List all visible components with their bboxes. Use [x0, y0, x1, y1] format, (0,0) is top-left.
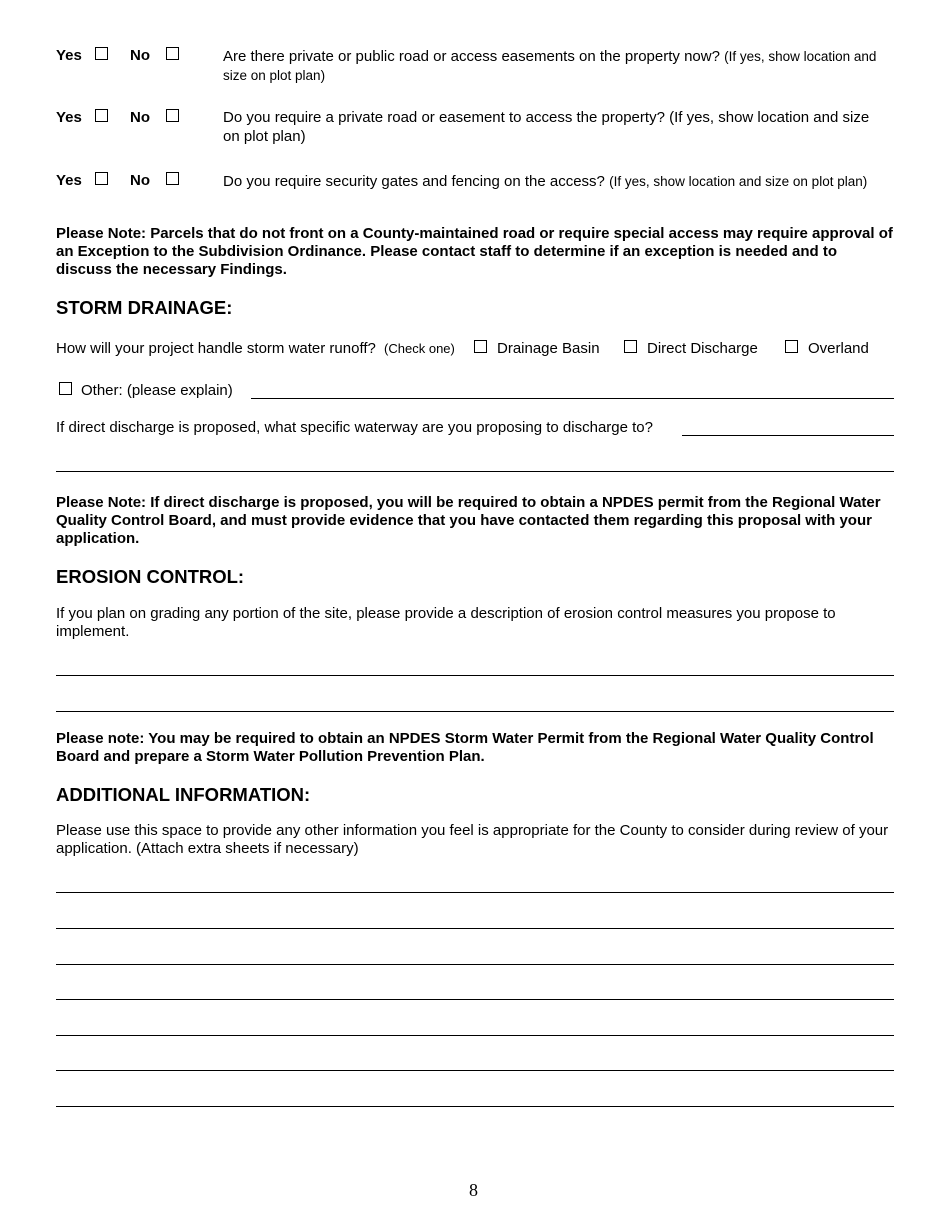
no-checkbox[interactable] [166, 172, 179, 185]
additional-answer-line[interactable] [56, 1070, 894, 1071]
additional-answer-line[interactable] [56, 964, 894, 965]
erosion-control-heading: EROSION CONTROL: [56, 566, 245, 587]
discharge-continuation-line[interactable] [56, 471, 894, 472]
drainage-basin-checkbox[interactable] [474, 340, 487, 353]
yes-label: Yes [56, 47, 82, 64]
no-label: No [130, 109, 150, 126]
overland-label: Overland [808, 340, 869, 357]
discharge-waterway-line[interactable] [682, 435, 894, 436]
erosion-note: Please note: You may be required to obtain an NPDES Storm Water Permit from the Regional Water Quality Control Board and prepare a Storm Water Pollution Prevention Plan. [56, 730, 874, 765]
direct-discharge-label: Direct Discharge [647, 340, 758, 357]
additional-answer-line[interactable] [56, 1106, 894, 1107]
question-text [223, 47, 888, 85]
yes-checkbox[interactable] [95, 172, 108, 185]
additional-answer-line[interactable] [56, 999, 894, 1000]
question-text [223, 108, 888, 146]
other-label: Other: (please explain) [81, 382, 233, 399]
yes-checkbox[interactable] [95, 47, 108, 60]
direct-discharge-checkbox[interactable] [624, 340, 637, 353]
yes-label: Yes [56, 172, 82, 189]
yes-label: Yes [56, 109, 82, 126]
question-note: (If yes, show location and size on plot plan) [609, 174, 868, 189]
check-one-hint: (Check one) [384, 341, 455, 356]
question-main: Are there private or public road or access easements on the property now? [223, 48, 720, 65]
no-checkbox[interactable] [166, 47, 179, 60]
storm-drainage-heading: STORM DRAINAGE: [56, 297, 233, 318]
additional-answer-line[interactable] [56, 1035, 894, 1036]
other-explain-line[interactable] [251, 398, 894, 399]
storm-runoff-question [56, 340, 455, 357]
no-checkbox[interactable] [166, 109, 179, 122]
additional-answer-line[interactable] [56, 928, 894, 929]
storm-note: Please Note: If direct discharge is proposed, you will be required to obtain a NPDES permit from the Regional Water Quality Control Board, and must provide evidence that you have contacted them regarding this proposal with your application. [56, 494, 881, 547]
question-note: (If yes, show location and size on plot plan) [223, 49, 877, 83]
additional-information-heading: ADDITIONAL INFORMATION: [56, 784, 311, 805]
no-label: No [130, 172, 150, 189]
overland-checkbox[interactable] [785, 340, 798, 353]
discharge-question: If direct discharge is proposed, what specific waterway are you proposing to discharge to? [56, 419, 653, 436]
erosion-answer-line[interactable] [56, 711, 894, 712]
additional-instruction: Please use this space to provide any other information you feel is appropriate for the County to consider during review of your application. (Attach extra sheets if necessary) [56, 822, 889, 857]
additional-answer-line[interactable] [56, 892, 894, 893]
storm-question-text: How will your project handle storm water runoff? [56, 340, 376, 357]
page-number: 8 [469, 1180, 478, 1200]
yes-checkbox[interactable] [95, 109, 108, 122]
access-note: Please Note: Parcels that do not front on a County-maintained road or require special access may require approval of an Exception to the Subdivision Ordinance. Please contact staff to determine if an exception is needed and to discuss the necessary Findings. [56, 225, 893, 278]
question-main: Do you require a private road or easement to access the property? (If yes, show location and size on plot plan) [223, 109, 870, 145]
question-text [223, 172, 888, 191]
question-main: Do you require security gates and fencing on the access? [223, 173, 605, 190]
drainage-basin-label: Drainage Basin [497, 340, 600, 357]
other-checkbox[interactable] [59, 382, 72, 395]
erosion-instruction: If you plan on grading any portion of the site, please provide a description of erosion control measures you propose to implement. [56, 605, 836, 640]
no-label: No [130, 47, 150, 64]
erosion-answer-line[interactable] [56, 675, 894, 676]
